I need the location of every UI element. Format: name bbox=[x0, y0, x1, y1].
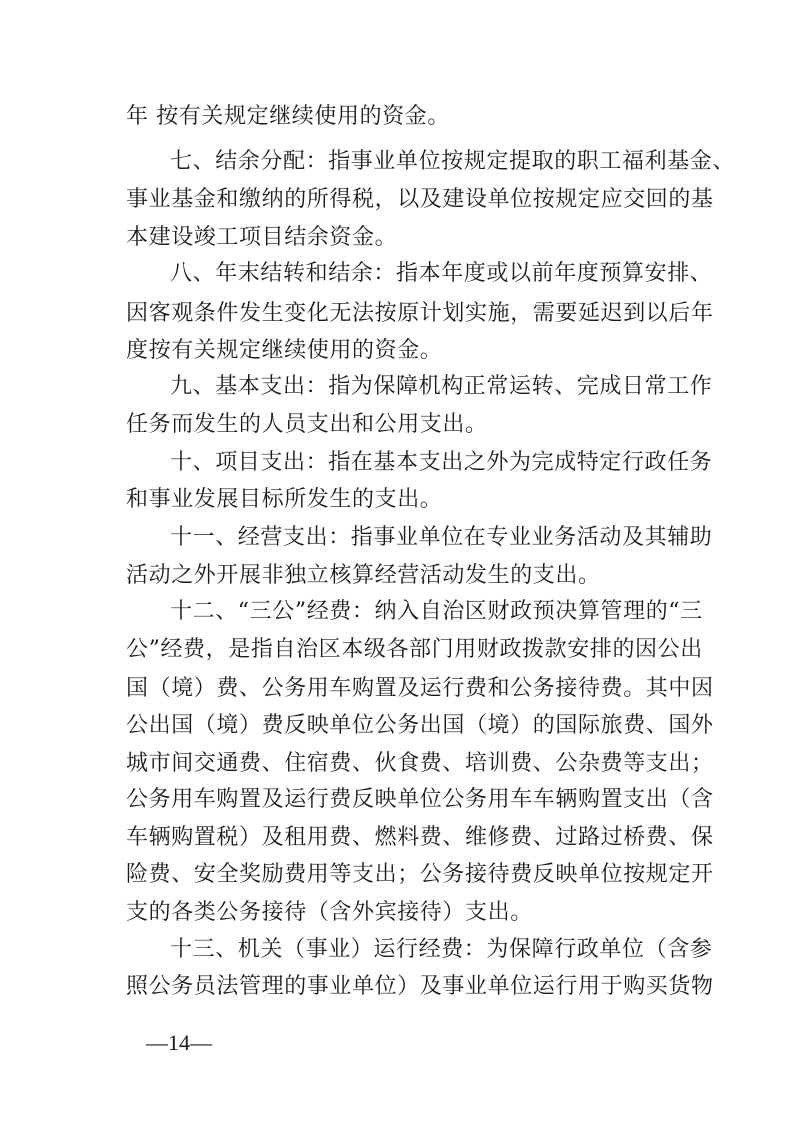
text-line: 险费、安全奖励费用等支出；公务接待费反映单位按规定开 bbox=[126, 862, 714, 887]
text-line: 事业基金和缴纳的所得税，以及建设单位按规定应交回的基 bbox=[126, 187, 714, 212]
text-line: 城市间交通费、住宿费、伙食费、培训费、公杂费等支出； bbox=[126, 751, 714, 776]
text-line: 因客观条件发生变化无法按原计划实施，需要延迟到以后年 bbox=[126, 301, 714, 326]
text-line: 照公务员法管理的事业单位）及事业单位运行用于购买货物 bbox=[126, 974, 714, 999]
text-line: 八、年末结转和结余：指本年度或以前年度预算安排、 bbox=[170, 261, 713, 286]
page-number: —14— bbox=[146, 1030, 212, 1055]
text-line: 十一、经营支出：指事业单位在专业业务活动及其辅助 bbox=[170, 525, 713, 550]
text-line: 七、结余分配：指事业单位按规定提取的职工福利基金、 bbox=[170, 149, 736, 174]
text-line: 公出国（境）费反映单位公务出国（境）的国际旅费、国外 bbox=[126, 713, 714, 738]
text-line: 活动之外开展非独立核算经营活动发生的支出。 bbox=[126, 563, 601, 588]
text-line: 十二、“三公”经费：纳入自治区财政预决算管理的“三 bbox=[170, 599, 703, 624]
text-line: 车辆购置税）及租用费、燃料费、维修费、过路过桥费、保 bbox=[126, 825, 714, 850]
text-line: 本建设竣工项目结余资金。 bbox=[126, 225, 398, 250]
text-line: 支的各类公务接待（含外宾接待）支出。 bbox=[126, 900, 533, 925]
text-line: 九、基本支出：指为保障机构正常运转、完成日常工作 bbox=[170, 374, 713, 399]
text-line: 国（境）费、公务用车购置及运行费和公务接待费。其中因 bbox=[126, 676, 714, 701]
text-line: 十三、机关（事业）运行经费：为保障行政单位（含参 bbox=[170, 937, 713, 962]
text-line: 和事业发展目标所发生的支出。 bbox=[126, 487, 443, 512]
text-line: 公务用车购置及运行费反映单位公务用车车辆购置支出（含 bbox=[126, 787, 714, 812]
text-line: 公”经费，是指自治区本级各部门用财政拨款安排的因公出 bbox=[126, 637, 703, 662]
text-line: 任务而发生的人员支出和公用支出。 bbox=[126, 412, 488, 437]
text-line: 十、项目支出：指在基本支出之外为完成特定行政任务 bbox=[170, 450, 713, 475]
text-line: 度按有关规定继续使用的资金。 bbox=[126, 338, 443, 363]
text-line: 年 按有关规定继续使用的资金。 bbox=[126, 104, 450, 129]
